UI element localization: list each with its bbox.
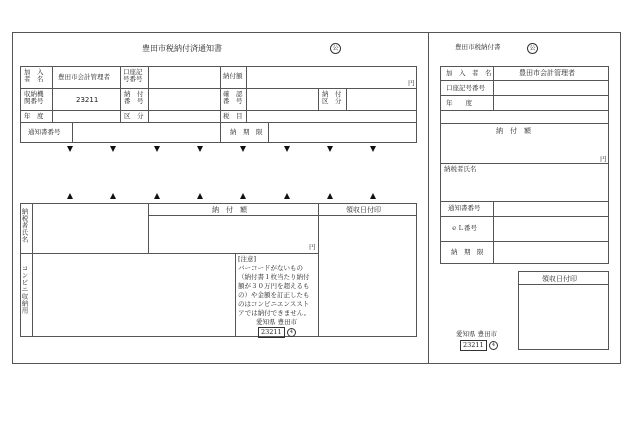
receipt-seal: 公 (527, 43, 538, 54)
main-issuer: 愛知県 豊田市 (256, 318, 298, 326)
due-label: 納 期 限 (230, 128, 263, 136)
perforation-divider (428, 32, 429, 364)
receipt-notice-label: 通知書番号 (448, 204, 481, 212)
ku-label: 区 分 (124, 112, 144, 120)
convenience-label: コンビニ収納用 (20, 265, 29, 314)
receipt-year-label: 年 度 (446, 99, 472, 107)
arrow-down-icon (284, 146, 290, 152)
lower-amount-header: 納 付 額 (212, 206, 247, 214)
arrow-up-icon (154, 193, 160, 199)
notice-line-1: バーコードがないもの (238, 264, 303, 272)
tax-label: 税 目 (223, 112, 243, 120)
arrow-up-icon (240, 193, 246, 199)
payer-value: 豊田市会計管理者 (58, 73, 110, 81)
lower-yen: 円 (309, 243, 316, 251)
notice-label: 通知書番号 (28, 128, 61, 136)
arrow-up-icon (67, 193, 73, 199)
receipt-amount-header: 納 付 額 (496, 127, 531, 135)
arrow-up-icon (327, 193, 333, 199)
receipt-payer-label: 加 入 者 名 (446, 69, 492, 77)
arrow-up-icon (284, 193, 290, 199)
payer-label: 加 入 者 名 (24, 68, 44, 84)
receipt-title: 豊田市税納付書 (455, 43, 501, 51)
pay-div-label: 納 付 区 分 (322, 90, 342, 106)
notice-line-2: （納付書１枚当たり納付 (238, 273, 310, 281)
arrow-up-icon (197, 193, 203, 199)
arrow-up-icon (110, 193, 116, 199)
amount-yen: 円 (408, 79, 415, 87)
arrow-down-icon (197, 146, 203, 152)
receipt-issuer-mark: 4 (489, 341, 498, 350)
arrow-up-icon (370, 193, 376, 199)
arrow-down-icon (154, 146, 160, 152)
amount-label: 納付額 (223, 72, 243, 80)
receipt-payer-value: 豊田市会計管理者 (519, 69, 575, 77)
notice-line-6: アでは納付できません。 (238, 309, 311, 317)
notice-line-4: の）や金額を訂正したも (238, 291, 310, 299)
notice-line-3: 額が３０万円を超えるも (238, 282, 310, 290)
lower-table (20, 203, 417, 337)
year-label: 年 度 (24, 112, 44, 120)
arrow-down-icon (327, 146, 333, 152)
arrow-down-icon (370, 146, 376, 152)
receipt-stamp-header: 領収日付印 (542, 275, 577, 283)
collect-value: 23211 (76, 96, 99, 104)
receipt-issuer-code: 23211 (460, 340, 487, 351)
account-label: 口座記 号番号 (123, 68, 143, 84)
arrow-down-icon (240, 146, 246, 152)
receipt-yen: 円 (600, 155, 607, 163)
taxpayer-label: 納税者氏名 (20, 208, 29, 243)
lower-stamp-header: 領収日付印 (346, 206, 381, 214)
pay-no-label: 納 付 番 号 (124, 90, 144, 106)
main-issuer-code: 23211 (258, 327, 285, 338)
confirm-label: 確 認 番 号 (223, 90, 243, 106)
main-title: 豊田市税納付済通知書 (142, 44, 222, 53)
arrow-down-icon (67, 146, 73, 152)
receipt-issuer: 愛知県 豊田市 (456, 330, 498, 338)
notice-title: [注意] (238, 255, 257, 263)
receipt-account-label: 口座記号番号 (446, 84, 485, 92)
arrow-down-icon (110, 146, 116, 152)
main-issuer-mark: 4 (287, 328, 296, 337)
main-seal: 公 (330, 43, 341, 54)
collect-label: 収納機 関番号 (24, 90, 44, 106)
receipt-taxpayer-label: 納税者氏名 (444, 165, 477, 173)
receipt-due-label: 納 期 限 (451, 248, 484, 256)
notice-line-5: のはコンビニエンススト (238, 300, 310, 308)
receipt-el-label: ｅＬ番号 (451, 224, 477, 232)
